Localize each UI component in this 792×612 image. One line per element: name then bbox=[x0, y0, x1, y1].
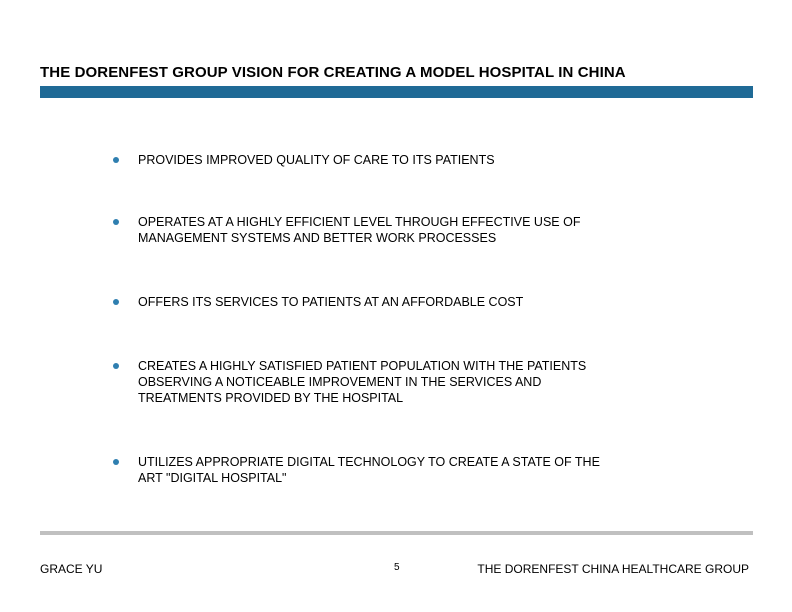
bullet-line: PROVIDES IMPROVED QUALITY OF CARE TO ITS PATIENTS bbox=[138, 153, 495, 167]
bullet-text bbox=[138, 152, 698, 168]
bullet-line: CREATES A HIGHLY SATISFIED PATIENT POPULATION WITH THE PATIENTS bbox=[138, 359, 587, 373]
bullet-text bbox=[138, 214, 698, 246]
footer-author: GRACE YU bbox=[40, 562, 103, 576]
bullet-dot-icon bbox=[113, 299, 119, 305]
bullet-line: OPERATES AT A HIGHLY EFFICIENT LEVEL THROUGH EFFECTIVE USE OF bbox=[138, 215, 581, 229]
bullet-text bbox=[138, 454, 698, 486]
footer-divider-bar bbox=[40, 531, 753, 535]
bullet-dot-icon bbox=[113, 157, 119, 163]
bullet-line: MANAGEMENT SYSTEMS AND BETTER WORK PROCESSES bbox=[138, 231, 497, 245]
title-divider-bar bbox=[40, 86, 753, 98]
bullet-line: TREATMENTS PROVIDED BY THE HOSPITAL bbox=[138, 391, 404, 405]
bullet-line: UTILIZES APPROPRIATE DIGITAL TECHNOLOGY TO CREATE A STATE OF THE bbox=[138, 455, 600, 469]
bullet-text bbox=[138, 294, 698, 310]
slide-title: THE DORENFEST GROUP VISION FOR CREATING A MODEL HOSPITAL IN CHINA bbox=[40, 64, 626, 81]
bullet-line: OFFERS ITS SERVICES TO PATIENTS AT AN AFFORDABLE COST bbox=[138, 295, 524, 309]
bullet-line: OBSERVING A NOTICEABLE IMPROVEMENT IN THE SERVICES AND bbox=[138, 375, 542, 389]
footer-organization: THE DORENFEST CHINA HEALTHCARE GROUP bbox=[477, 562, 749, 576]
page-number: 5 bbox=[394, 562, 400, 573]
bullet-dot-icon bbox=[113, 219, 119, 225]
bullet-dot-icon bbox=[113, 363, 119, 369]
bullet-text bbox=[138, 358, 698, 406]
bullet-dot-icon bbox=[113, 459, 119, 465]
bullet-line: ART "DIGITAL HOSPITAL" bbox=[138, 471, 287, 485]
